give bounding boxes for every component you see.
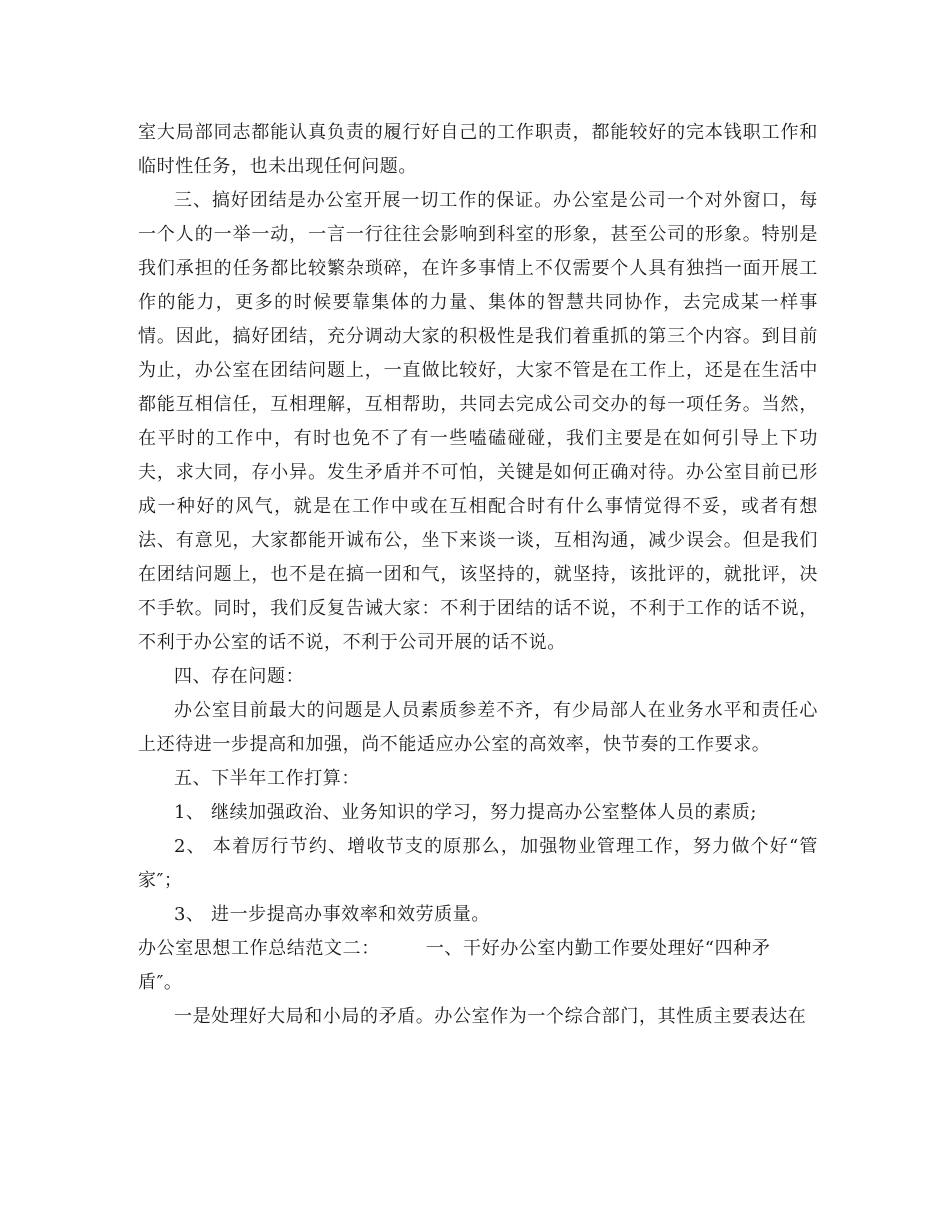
paragraph-3: 四、存在问题： [174,666,305,687]
section-two-title: 办公室思想工作总结范文二： [138,938,380,959]
section-two-heading [138,932,818,966]
paragraph-5: 五、下半年工作打算： [174,768,360,789]
section-two-subheading-cont: 盾″。 [138,972,183,993]
paragraph-7: 2、 本着厉行节约、增收节支的原那么，加强物业管理工作，努力做个好“管家″； [138,836,818,891]
document-body [138,116,818,1034]
paragraph-2: 三、搞好团结是办公室开展一切工作的保证。办公室是公司一个对外窗口，每一个人的一举一动，一言一行往往会影响到科室的形象，甚至公司的形象。特别是我们承担的任务都比较繁杂琐碎，在许多事情上不仅需要个人具有独挡一面开展工作的能力，更多的时候要靠集体的力量、集体的智慧共同协作，去完成某一样事情。因此，搞好团结，充分调动大家的积极性是我们着重抓的第三个内容。到目前为止，办公室在团结问题上，一直做比较好，大家不管是在工作上，还是在生活中都能互相信任，互相理解，互相帮助，共同去完成公司交办的每一项任务。当然，在平时的工作中，有时也免不了有一些嗑磕碰碰，我们主要是在如何引导上下功夫，求大同，存小异。发生矛盾并不可怕，关键是如何正确对待。办公室目前已形成一种好的风气，就是在工作中或在互相配合时有什么事情觉得不妥，或者有想法、有意见，大家都能开诚布公，坐下来谈一谈，互相沟通，减少误会。但是我们在团结问题上，也不是在搞一团和气，该坚持的，就坚持，该批评的，就批评，决不手软。同时，我们反复告诫大家：不利于团结的话不说，不利于工作的话不说，不利于办公室的话不说，不利于公司开展的话不说。 [138,190,818,653]
final-paragraph: 一是处理好大局和小局的矛盾。办公室作为一个综合部门，其性质主要表达在 [174,1006,807,1027]
paragraph-6: 1、 继续加强政治、业务知识的学习，努力提高办公室整体人员的素质; [174,802,758,823]
section-two-subheading: 一、干好办公室内勤工作要处理好“四种矛 [425,938,771,959]
paragraph-4: 办公室目前最大的问题是人员素质参差不齐，有少局部人在业务水平和责任心上还待进一步提高和加强，尚不能适应办公室的高效率，快节奏的工作要求。 [138,700,818,755]
paragraph-8: 3、 进一步提高办事效率和效劳质量。 [174,904,490,925]
paragraph-1: 室大局部同志都能认真负责的履行好自己的工作职责，都能较好的完本钱职工作和临时性任务，也未出现任何问题。 [138,122,818,177]
